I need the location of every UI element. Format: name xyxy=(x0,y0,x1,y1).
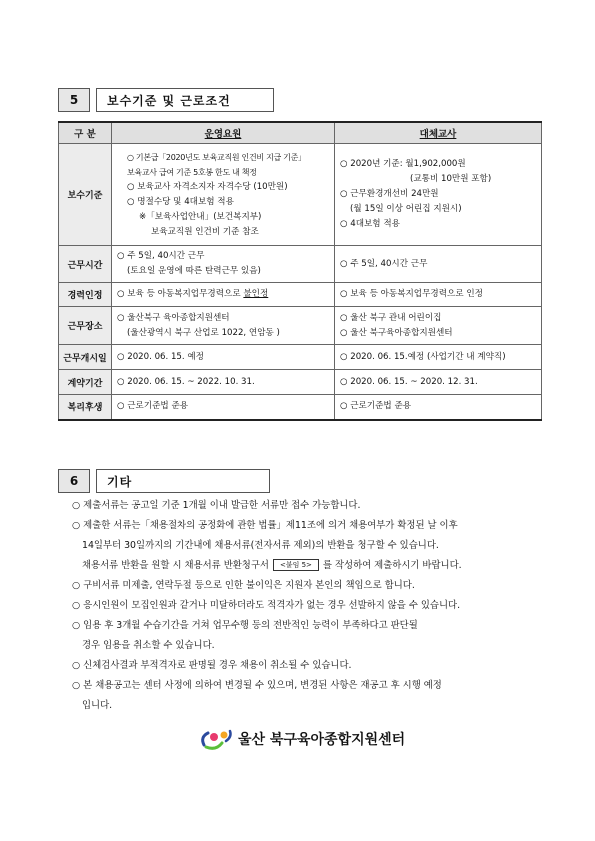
table-row xyxy=(59,283,542,307)
footer xyxy=(200,727,405,751)
row-label: 보수기준 xyxy=(59,144,112,246)
list-item: ○ 신체검사결과 부적격자로 판명될 경우 채용이 취소될 수 있습니다. xyxy=(72,660,352,671)
table-row xyxy=(59,246,542,283)
operator-cell: ○ 보육 등 아동복지업무경력으로 불인정 xyxy=(112,283,335,307)
section-5-title: 보수기준 및 근로조건 xyxy=(96,88,274,112)
operator-cell: ○ 주 5일, 40시간 근무 (토요일 운영에 따른 탄력근무 있음) xyxy=(112,246,335,283)
table-row xyxy=(59,144,542,246)
substitute-cell: ○ 2020년 기준: 월1,902,000원 (교통비 10만원 포함) ○ 근무환경개선비 24만원 (월 15일 이상 어린집 지원시) ○ 4대보험 적용 xyxy=(335,144,542,246)
substitute-cell: ○ 주 5일, 40시간 근무 xyxy=(335,246,542,283)
substitute-cell: ○ 울산 북구 관내 어린이집 ○ 울산 북구육아종합지원센터 xyxy=(335,307,542,345)
header-substitute: 대체교사 xyxy=(335,122,542,144)
operator-cell: ○ 2020. 06. 15. 예정 xyxy=(112,345,335,370)
operator-cell: ○ 근로기준법 준용 xyxy=(112,395,335,420)
row-label: 근무장소 xyxy=(59,307,112,345)
organization-name: 울산 북구육아종합지원센터 xyxy=(238,732,406,748)
row-label: 근무개시일 xyxy=(59,345,112,370)
table-row xyxy=(59,345,542,370)
list-item: ○ 제출서류는 공고일 기준 1개월 이내 발급한 서류만 접수 가능합니다. xyxy=(72,500,361,511)
notes-list xyxy=(72,496,542,716)
operator-cell: ○ 2020. 06. 15. ~ 2022. 10. 31. xyxy=(112,370,335,395)
table-row xyxy=(59,370,542,395)
center-logo-icon xyxy=(200,727,234,751)
list-item: ○ 임용 후 3개월 수습기간을 거쳐 업무수행 등의 전반적인 능력이 부족하다고 판단될 xyxy=(72,620,418,631)
list-item: 입니다. xyxy=(82,700,113,711)
conditions-table xyxy=(58,121,542,421)
table-row xyxy=(59,395,542,420)
section-6-heading xyxy=(58,469,270,493)
list-item: ○ 본 채용공고는 센터 사정에 의하여 변경될 수 있으며, 변경된 사항은 재공고 후 시행 예정 xyxy=(72,680,442,691)
section-5-number: 5 xyxy=(58,88,90,112)
substitute-cell: ○ 2020. 06. 15.예정 (사업기간 내 계약직) xyxy=(335,345,542,370)
substitute-cell: ○ 근로기준법 준용 xyxy=(335,395,542,420)
list-item: ○ 응시인원이 모집인원과 같거나 미달하더라도 적격자가 없는 경우 선발하지 않을 수 있습니다. xyxy=(72,600,461,611)
header-category: 구 분 xyxy=(59,122,112,144)
row-label: 경력인정 xyxy=(59,283,112,307)
operator-cell: ○ 울산북구 육아종합지원센터 (울산광역시 북구 산업로 1022, 연암동 ) xyxy=(112,307,335,345)
list-item: ○ 제출한 서류는「채용절차의 공정화에 관한 법률」제11조에 의거 채용여부가 확정된 날 이후 xyxy=(72,520,458,531)
row-label: 근무시간 xyxy=(59,246,112,283)
table-row xyxy=(59,307,542,345)
substitute-cell: ○ 2020. 06. 15. ~ 2020. 12. 31. xyxy=(335,370,542,395)
row-label: 계약기간 xyxy=(59,370,112,395)
list-item: 채용서류 반환을 원할 시 채용서류 반환청구서 <붙임 5> 를 작성하여 제출하시기 바랍니다. xyxy=(82,560,462,571)
header-operator: 운영요원 xyxy=(112,122,335,144)
section-6-title: 기타 xyxy=(96,469,270,493)
table-header-row xyxy=(59,122,542,144)
section-5-heading xyxy=(58,88,274,112)
row-label: 복리후생 xyxy=(59,395,112,420)
list-item: ○ 구비서류 미제출, 연락두절 등으로 인한 불이익은 지원자 본인의 책임으로 합니다. xyxy=(72,580,415,591)
operator-cell: ○ 기본급「2020년도 보육교직원 인건비 지급 기준」 보육교사 급여 기준 5호봉 한도 내 책정 ○ 보육교사 자격소지자 자격수당 (10만원) ○ 명절수당 및 4대보험 적용 ※「보육사업안내」(보건복지부) 보육교직원 인건비 기준 참조 xyxy=(112,144,335,246)
section-6-number: 6 xyxy=(58,469,90,493)
list-item: 14일부터 30일까지의 기간내에 채용서류(전자서류 제외)의 반환을 청구할 수 있습니다. xyxy=(82,540,439,551)
substitute-cell: ○ 보육 등 아동복지업무경력으로 인정 xyxy=(335,283,542,307)
attachment-tag: <붙임 5> xyxy=(273,559,319,571)
list-item: 경우 임용을 취소할 수 있습니다. xyxy=(82,640,215,651)
